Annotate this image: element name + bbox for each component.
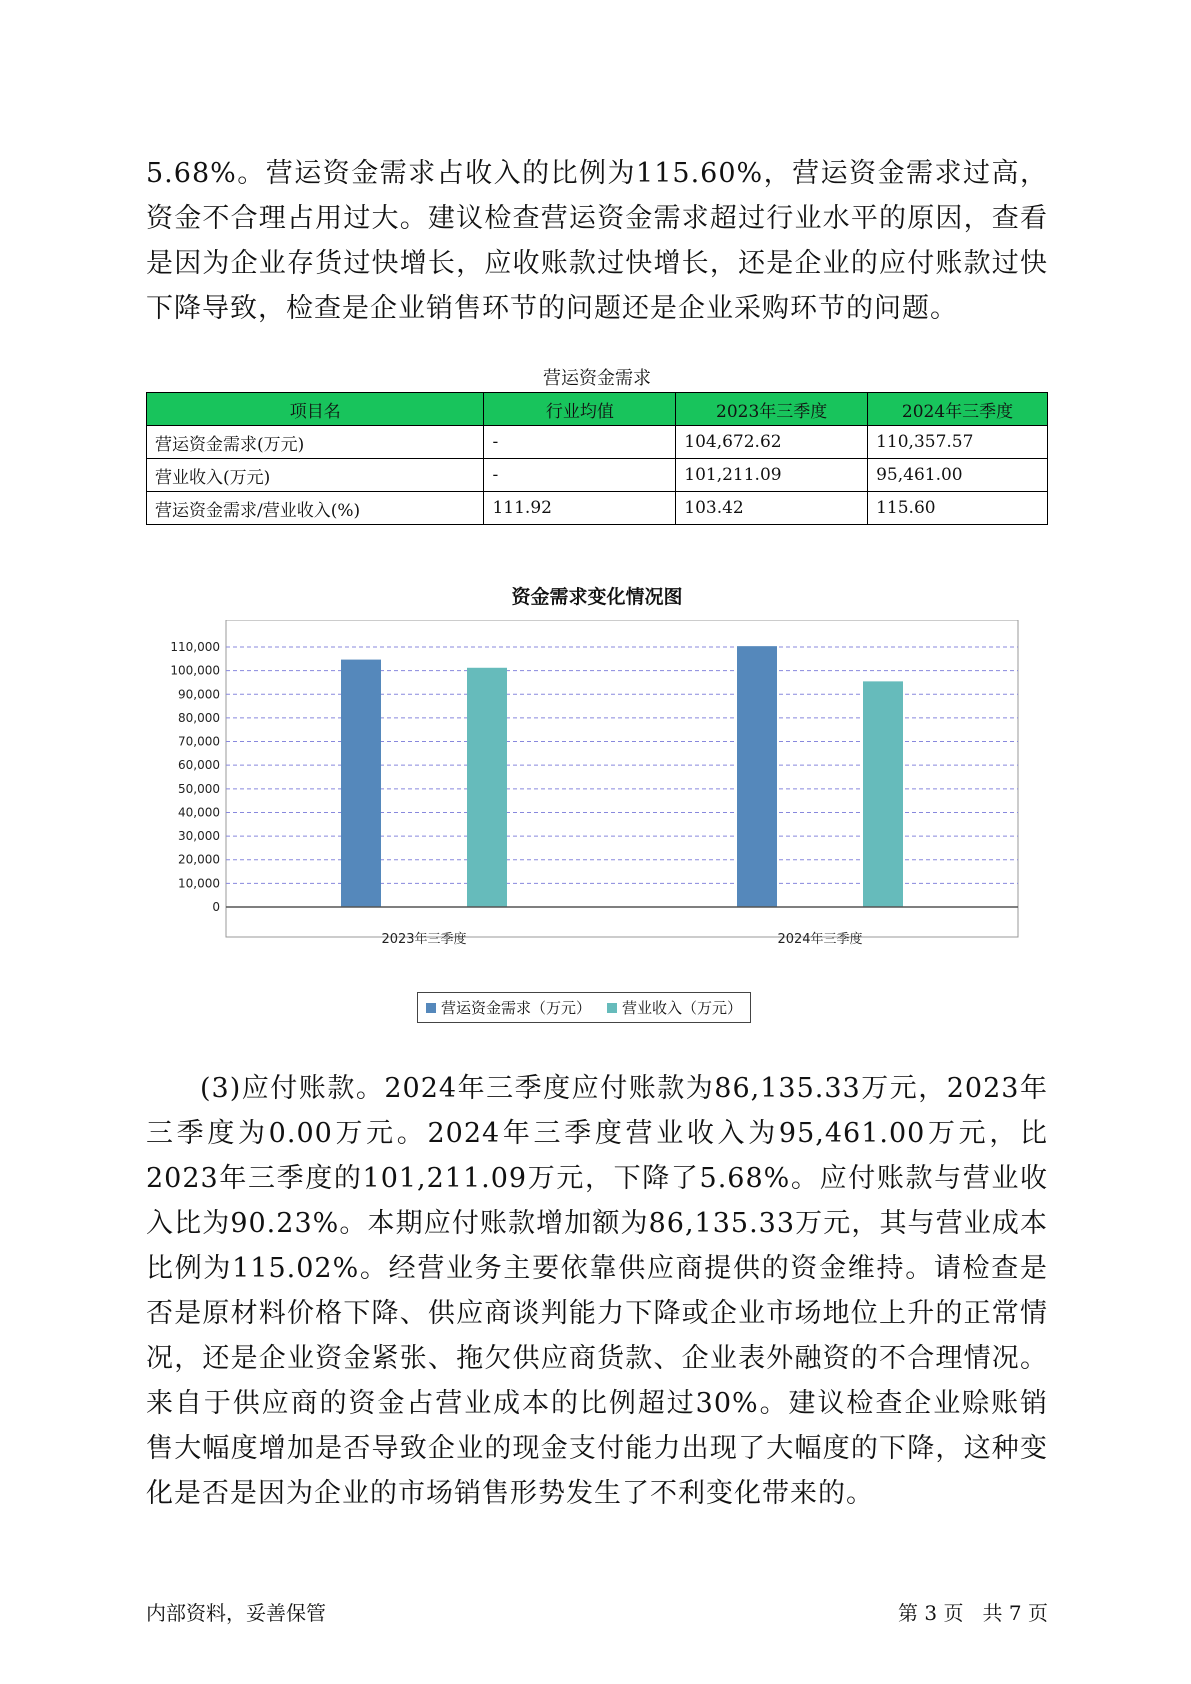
legend-label-revenue: 营业收入（万元） — [622, 999, 743, 1017]
table-caption: 营运资金需求 — [543, 368, 651, 389]
legend-label-demand: 营运资金需求（万元） — [441, 999, 592, 1017]
table-cell: 103.42 — [676, 492, 868, 525]
header-item-name: 项目名 — [147, 393, 484, 426]
x-tick-label: 2024年三季度 — [777, 932, 863, 947]
header-2023-q3: 2023年三季度 — [676, 393, 868, 426]
funding-demand-bar-chart — [146, 620, 1026, 980]
y-tick-label: 60,000 — [178, 758, 220, 773]
bar-revenue-0 — [467, 668, 507, 907]
table-cell: - — [484, 426, 676, 459]
paragraph-1: 5.68%。营运资金需求占收入的比例为115.60%，营运资金需求过高，资金不合理占用过大。建议检查营运资金需求超过行业水平的原因，查看是因为企业存货过快增长，应收账款过快增长，还是企业的应付账款过快下降导致，检查是企业销售环节的问题还是企业采购环节的问题。 — [146, 158, 1048, 324]
chart-title: 资金需求变化情况图 — [511, 586, 683, 608]
legend-item-revenue — [607, 997, 742, 1018]
table-cell: 营运资金需求(万元) — [147, 426, 484, 459]
footer-confidential-note: 内部资料，妥善保管 — [146, 1601, 326, 1625]
x-tick-label: 2023年三季度 — [381, 932, 467, 947]
table-cell: 111.92 — [484, 492, 676, 525]
table-row — [147, 492, 1048, 525]
y-tick-label: 80,000 — [178, 710, 220, 725]
footer-page-number: 第 3 页 共 7 页 — [898, 1601, 1048, 1625]
paragraph-2: (3)应付账款。2024年三季度应付账款为86,135.33万元，2023年三季度为0.00万元。2024年三季度营业收入为95,461.00万元，比2023年三季度的101,211.09万元，下降了5.68%。应付账款与营业收入比为90.23%。本期应付账款增加额为86,135.33万元，其与营业成本比例为115.02%。经营业务主要依靠供应商提供的资金维持。请检查是否是原材料价格下降、供应商谈判能力下降或企业市场地位上升的正常情况，还是企业资金紧张、拖欠供应商货款、企业表外融资的不合理情况。来自于供应商的资金占营业成本的比例超过30%。建议检查企业赊账销售大幅度增加是否导致企业的现金支付能力出现了大幅度的下降，这种变化是否是因为企业的市场销售形势发生了不利变化带来的。 — [146, 1073, 1048, 1509]
y-tick-label: 100,000 — [170, 663, 220, 678]
y-tick-label: 70,000 — [178, 734, 220, 749]
y-tick-label: 30,000 — [178, 829, 220, 844]
table-row — [147, 426, 1048, 459]
bar-demand-1 — [737, 646, 777, 907]
bar-revenue-1 — [863, 681, 903, 907]
table-cell: 110,357.57 — [868, 426, 1048, 459]
table-header-row — [147, 393, 1048, 426]
header-industry-avg: 行业均值 — [484, 393, 676, 426]
working-capital-table — [146, 392, 1048, 525]
table-cell: 营业收入(万元) — [147, 459, 484, 492]
bar-demand-0 — [341, 660, 381, 907]
y-tick-label: 10,000 — [178, 876, 220, 891]
header-2024-q3: 2024年三季度 — [868, 393, 1048, 426]
table-cell: 营运资金需求/营业收入(%) — [147, 492, 484, 525]
table-row — [147, 459, 1048, 492]
y-tick-label: 0 — [212, 900, 220, 914]
y-tick-label: 20,000 — [178, 852, 220, 867]
table-cell: 95,461.00 — [868, 459, 1048, 492]
table-cell: - — [484, 459, 676, 492]
legend-swatch-demand — [426, 1003, 436, 1013]
y-tick-label: 50,000 — [178, 781, 220, 796]
chart-legend — [417, 992, 751, 1023]
table-cell: 101,211.09 — [676, 459, 868, 492]
y-tick-label: 40,000 — [178, 805, 220, 820]
y-tick-label: 110,000 — [170, 640, 220, 654]
table-cell: 115.60 — [868, 492, 1048, 525]
table-cell: 104,672.62 — [676, 426, 868, 459]
y-tick-label: 90,000 — [178, 687, 220, 702]
legend-item-demand — [426, 997, 591, 1018]
legend-swatch-revenue — [607, 1003, 617, 1013]
